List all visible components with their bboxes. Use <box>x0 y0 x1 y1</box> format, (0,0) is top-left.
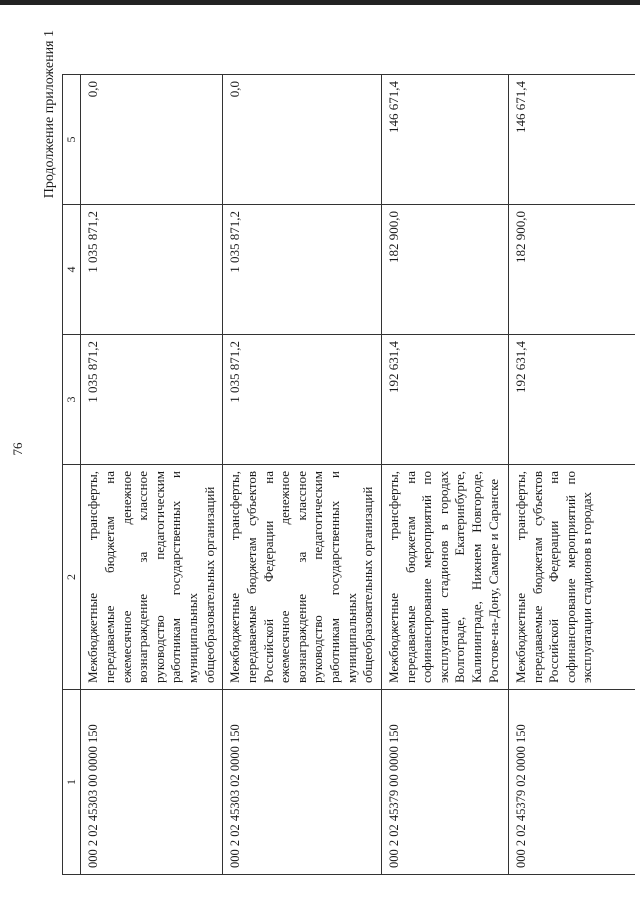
column-header-5: 5 <box>63 75 81 205</box>
amount-col4: 1 035 871,2 <box>81 205 223 335</box>
table-row <box>381 75 508 875</box>
column-number-row <box>63 75 81 875</box>
table-row <box>223 75 382 875</box>
table-row <box>81 75 223 875</box>
item-description: Межбюджетные трансферты, передаваемые бюджетам на софинансирование мероприятий по эксплуатации стадионов в городах Волгограде, Екатеринбурге, Калининграде, Нижнем Новгороде, Ростове-на-Дону, Самаре и Саранске <box>381 465 508 690</box>
budget-code: 000 2 02 45379 02 0000 150 <box>508 690 635 875</box>
item-description: Межбюджетные трансферты, передаваемые бюджетам субъектов Российской Федерации на ежемесячное денежное вознаграждение за классное руководство педагогическим работникам государственных и муниципальных общеобразовательных организаций <box>223 465 382 690</box>
appendix-continuation-note: Продолжение приложения 1 <box>42 30 57 199</box>
amount-col5: 146 671,4 <box>381 75 508 205</box>
column-header-2: 2 <box>63 465 81 690</box>
column-header-1: 1 <box>63 690 81 875</box>
amount-col3: 1 035 871,2 <box>223 335 382 465</box>
amount-col3: 192 631,4 <box>381 335 508 465</box>
amount-col5: 146 671,4 <box>508 75 635 205</box>
item-description: Межбюджетные трансферты, передаваемые бюджетам на ежемесячное денежное вознаграждение за классное руководство педагогическим работникам государственных и муниципальных общеобразовательных организаций <box>81 465 223 690</box>
budget-code: 000 2 02 45303 00 0000 150 <box>81 690 223 875</box>
amount-col4: 182 900,0 <box>381 205 508 335</box>
page-number: 76 <box>10 442 25 456</box>
amount-col4: 182 900,0 <box>508 205 635 335</box>
amount-col3: 192 631,4 <box>508 335 635 465</box>
budget-code: 000 2 02 45379 00 0000 150 <box>381 690 508 875</box>
item-description: Межбюджетные трансферты, передаваемые бюджетам субъектов Российской Федерации на софинансирование мероприятий по эксплуатации стадионов в городах <box>508 465 635 690</box>
column-header-4: 4 <box>63 205 81 335</box>
column-header-3: 3 <box>63 335 81 465</box>
amount-col5: 0,0 <box>81 75 223 205</box>
amount-col5: 0,0 <box>223 75 382 205</box>
amount-col3: 1 035 871,2 <box>81 335 223 465</box>
budget-table <box>62 74 635 875</box>
table-row <box>508 75 635 875</box>
budget-code: 000 2 02 45303 02 0000 150 <box>223 690 382 875</box>
amount-col4: 1 035 871,2 <box>223 205 382 335</box>
